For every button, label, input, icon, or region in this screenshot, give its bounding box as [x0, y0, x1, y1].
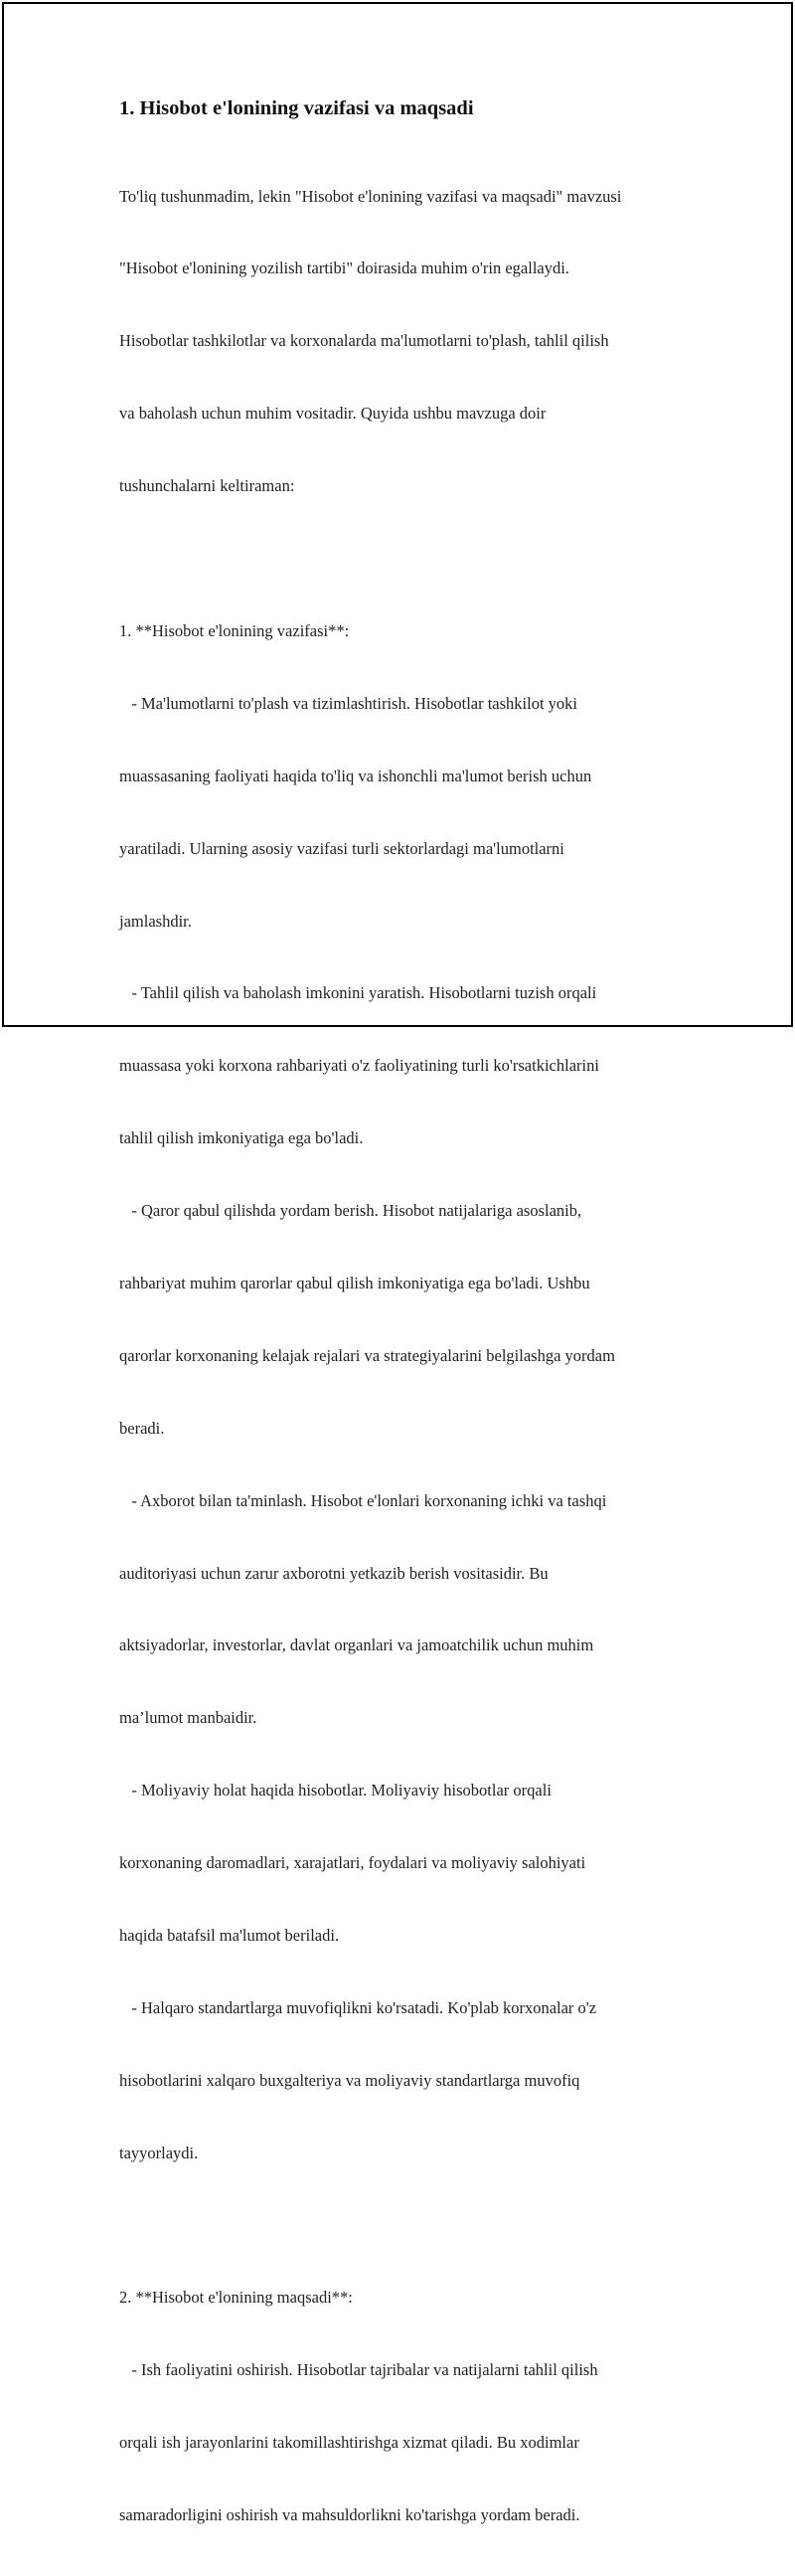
text-line: rahbariyat muhim qarorlar qabul qilish imkoniyatiga ega bo'ladi. Ushbu [119, 1273, 590, 1292]
document-body [119, 136, 706, 2576]
text-line: "Hisobot e'lonining yozilish tartibi" doirasida muhim o'rin egallaydi. [119, 258, 569, 278]
text-line: - Moliyaviy holat haqida hisobotlar. Moliyaviy hisobotlar orqali [119, 1781, 552, 1801]
text-line: - Halqaro standartlarga muvofiqlikni ko'rsatadi. Ko'plab korxonalar o'z [119, 1997, 597, 2017]
text-line: 2. **Hisobot e'lonining maqsadi**: [119, 2288, 353, 2308]
text-line: - Qaror qabul qilishda yordam berish. Hisobot natijalariga asoslanib, [119, 1201, 582, 1221]
text-line [119, 547, 706, 571]
text-line: yaratiladi. Ularning asosiy vazifasi turli sektorlardagi ma'lumotlarni [119, 838, 564, 858]
text-line: beradi. [119, 1418, 165, 1438]
text-line: korxonaning daromadlari, xarajatlari, foydalari va moliyaviy salohiyati [119, 1853, 586, 1873]
text-line: - Ish faoliyatini oshirish. Hisobotlar tajribalar va natijalarni tahlil qilish [119, 2360, 598, 2380]
text-line: - Tahlil qilish va baholash imkonini yaratish. Hisobotlarni tuzish orqali [119, 983, 597, 1003]
text-line: va baholash uchun muhim vositadir. Quyida ushbu mavzuga doir [119, 404, 547, 424]
text-line: muassasa yoki korxona rahbariyati o'z faoliyatining turli ko'rsatkichlarini [119, 1056, 599, 1076]
text-line: - Ma'lumotlarni to'plash va tizimlashtirish. Hisobotlar tashkilot yoki [119, 693, 578, 713]
text-line: samaradorligini oshirish va mahsuldorlikni ko'tarishga yordam beradi. [119, 2505, 580, 2525]
text-line: muassasaning faoliyati haqida to'liq va ishonchli ma'lumot berish uchun [119, 766, 592, 785]
text-line: orqali ish jarayonlarini takomillashtirishga xizmat qiladi. Bu xodimlar [119, 2433, 579, 2453]
text-line: tahlil qilish imkoniyatiga ega bo'ladi. [119, 1128, 364, 1148]
page-frame [2, 2, 793, 2525]
text-line: ma’lumot manbaidir. [119, 1708, 257, 1728]
text-line: tayyorlaydi. [119, 2143, 199, 2162]
text-line: tushunchalarni keltiraman: [119, 476, 295, 496]
text-line: To'liq tushunmadim, lekin "Hisobot e'lonining vazifasi va maqsadi" mavzusi [119, 186, 622, 206]
document-title: 1. Hisobot e'lonining vazifasi va maqsadi [119, 97, 474, 119]
document-content [119, 93, 706, 2576]
text-line: jamlashdir. [119, 911, 192, 931]
text-line: auditoriyasi uchun zarur axborotni yetkazib berish vositasidir. Bu [119, 1563, 549, 1583]
text-line [119, 2214, 706, 2238]
text-line: Hisobotlar tashkilotlar va korxonalarda ma'lumotlarni to'plash, tahlil qilish [119, 331, 609, 351]
text-line: qarorlar korxonaning kelajak rejalari va strategiyalarini belgilashga yordam [119, 1345, 615, 1365]
text-line: aktsiyadorlar, investorlar, davlat organlari va jamoatchilik uchun muhim [119, 1635, 594, 1655]
text-line: hisobotlarini xalqaro buxgalteriya va moliyaviy standartlarga muvofiq [119, 2070, 580, 2090]
text-line: - Axborot bilan ta'minlash. Hisobot e'lonlari korxonaning ichki va tashqi [119, 1490, 607, 1510]
text-line: 1. **Hisobot e'lonining vazifasi**: [119, 620, 350, 640]
text-line: haqida batafsil ma'lumot beriladi. [119, 1925, 340, 1945]
